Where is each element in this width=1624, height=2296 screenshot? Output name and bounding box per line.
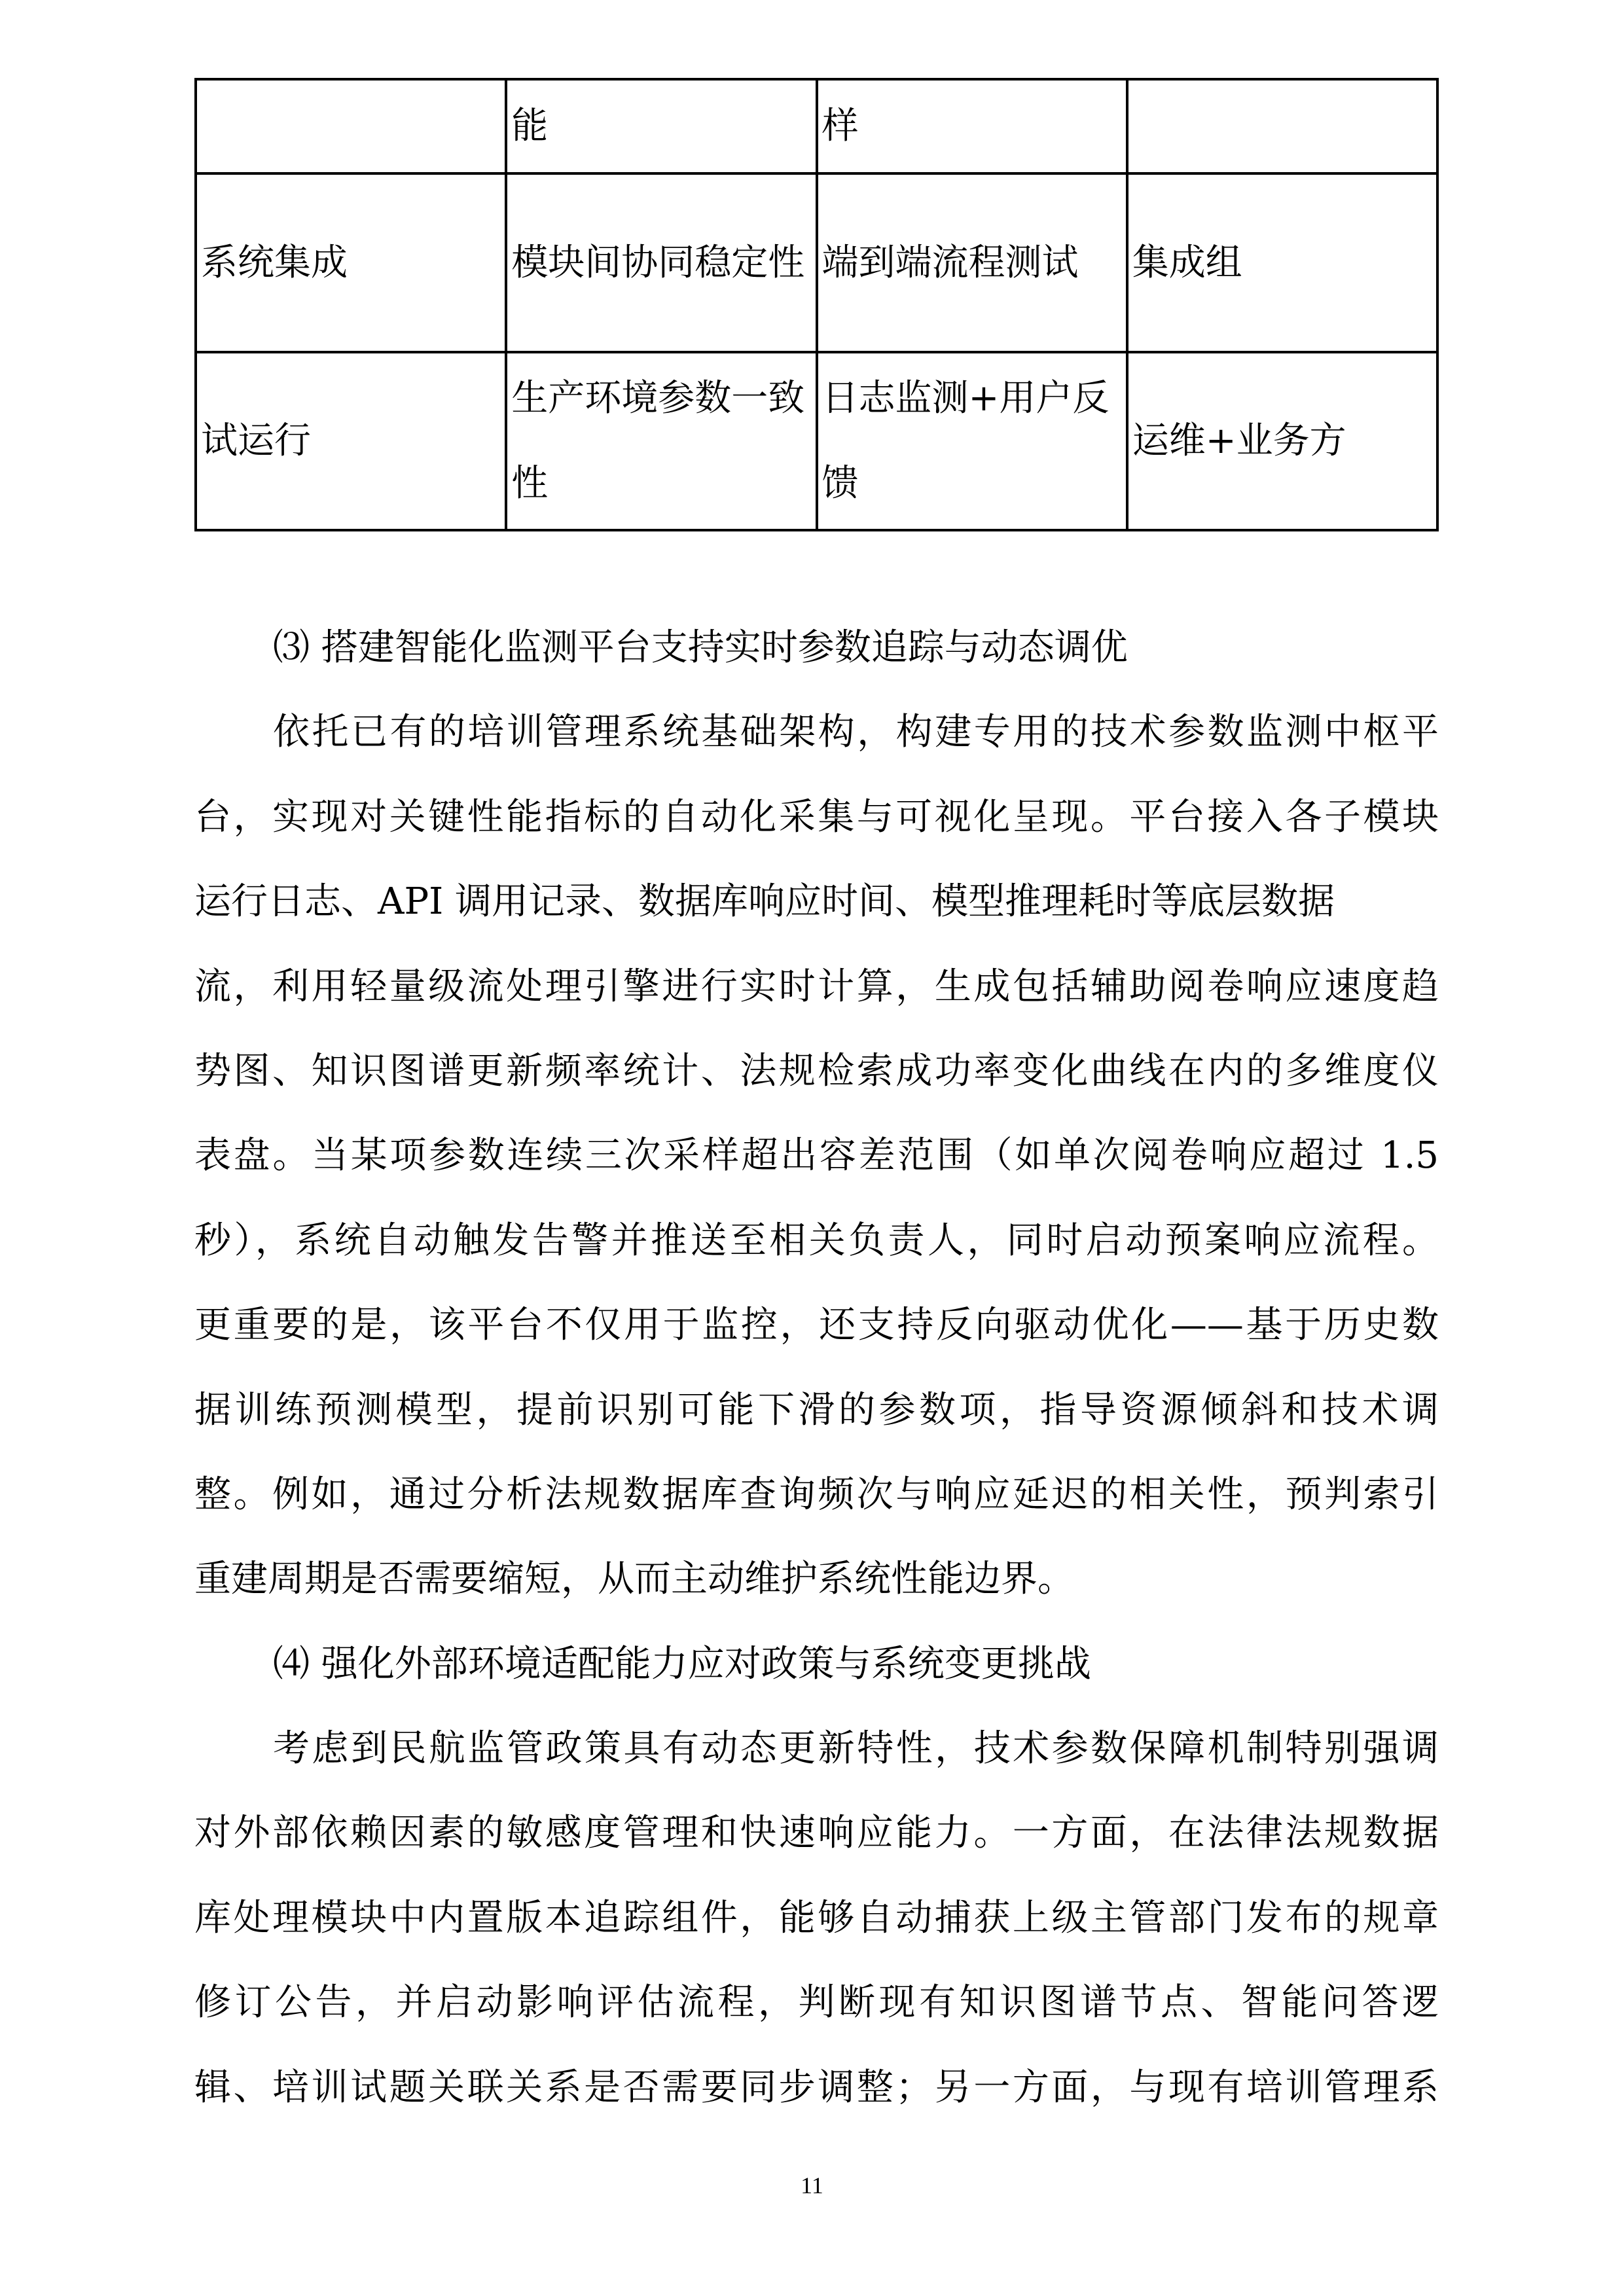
paragraph-line: 势图、知识图谱更新频率统计、法规检索成功率变化曲线在内的多维度仪 xyxy=(194,1049,1439,1092)
section-heading: ⑷ 强化外部环境适配能力应对政策与系统变更挑战 xyxy=(273,1642,1091,1685)
page-number: 11 xyxy=(801,2172,823,2198)
paragraph-line: 更重要的是，该平台不仅用于监控，还支持反向驱动优化——基于历史数 xyxy=(194,1304,1439,1347)
table-cell xyxy=(196,79,506,173)
paragraph-line: 对外部依赖因素的敏感度管理和快速响应能力。一方面，在法律法规数据 xyxy=(194,1812,1439,1855)
table-cell: 模块间协同稳定性 xyxy=(506,173,816,352)
paragraph-line: 考虑到民航监管政策具有动态更新特性，技术参数保障机制特别强调 xyxy=(273,1727,1439,1770)
table-row xyxy=(196,79,1437,173)
section-heading: ⑶ 搭建智能化监测平台支持实时参数追踪与动态调优 xyxy=(273,626,1128,669)
paragraph-line: 流，利用轻量级流处理引擎进行实时计算，生成包括辅助阅卷响应速度趋 xyxy=(194,965,1439,1008)
paragraph-line: 秒），系统自动触发告警并推送至相关负责人，同时启动预案响应流程。 xyxy=(194,1219,1439,1262)
paragraph-line: 表盘。当某项参数连续三次采样超出容差范围（如单次阅卷响应超过 1.5 xyxy=(194,1134,1439,1177)
table-cell xyxy=(1127,79,1437,173)
paragraph-line: 台，实现对关键性能指标的自动化采集与可视化呈现。平台接入各子模块 xyxy=(194,795,1439,838)
paragraph-line: 据训练预测模型，提前识别可能下滑的参数项，指导资源倾斜和技术调 xyxy=(194,1388,1439,1431)
table-row xyxy=(196,352,1437,530)
table-cell: 生产环境参数一致性 xyxy=(506,352,816,530)
paragraph-line: 库处理模块中内置版本追踪组件，能够自动捕获上级主管部门发布的规章 xyxy=(194,1896,1439,1939)
table-row xyxy=(196,173,1437,352)
table-cell: 试运行 xyxy=(196,352,506,530)
paragraph-line: 运行日志、API 调用记录、数据库响应时间、模型推理耗时等底层数据 xyxy=(194,880,1335,924)
requirements-table xyxy=(194,78,1439,531)
table-cell: 日志监测+用户反馈 xyxy=(817,352,1127,530)
table-cell: 系统集成 xyxy=(196,173,506,352)
table-cell: 样 xyxy=(817,79,1127,173)
paragraph-line: 依托已有的培训管理系统基础架构，构建专用的技术参数监测中枢平 xyxy=(273,711,1439,754)
table-cell: 端到端流程测试 xyxy=(817,173,1127,352)
paragraph-line: 修订公告，并启动影响评估流程，判断现有知识图谱节点、智能问答逻 xyxy=(194,1981,1439,2024)
paragraph-line: 辑、培训试题关联关系是否需要同步调整；另一方面，与现有培训管理系 xyxy=(194,2066,1439,2109)
paragraph-line: 重建周期是否需要缩短，从而主动维护系统性能边界。 xyxy=(194,1558,1074,1601)
body-text xyxy=(194,605,1439,2130)
table-cell: 运维+业务方 xyxy=(1127,352,1437,530)
table-cell: 集成组 xyxy=(1127,173,1437,352)
paragraph-line: 整。例如，通过分析法规数据库查询频次与响应延迟的相关性，预判索引 xyxy=(194,1473,1439,1516)
table-cell: 能 xyxy=(506,79,816,173)
